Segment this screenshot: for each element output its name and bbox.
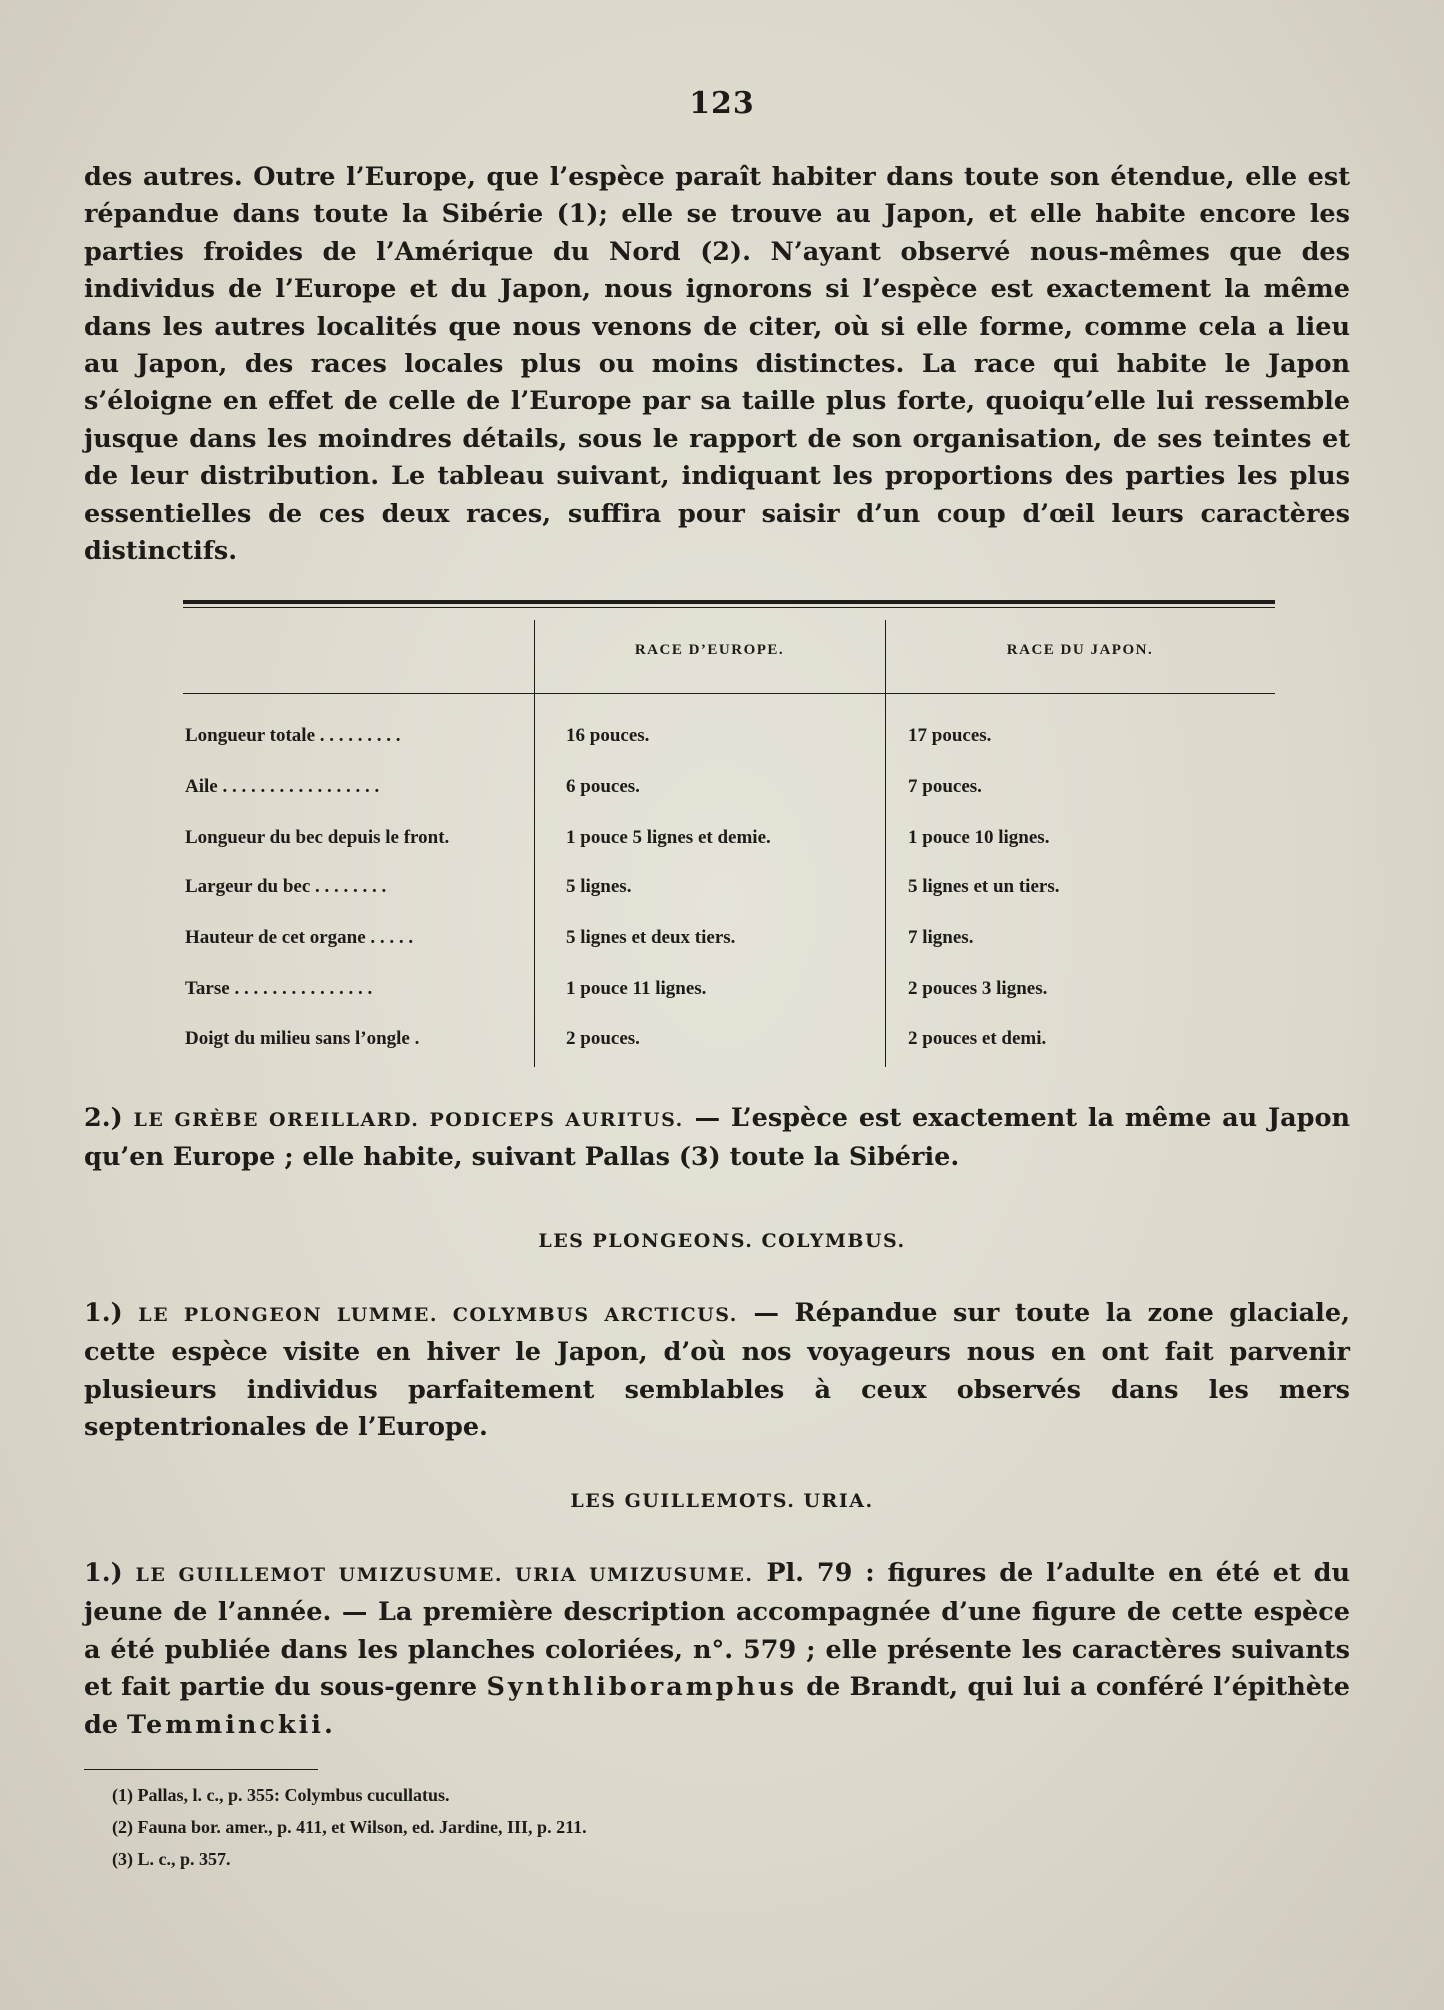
entry-text-continued: de Brandt, qui lui a conféré l’épithète de xyxy=(84,1672,1350,1740)
japon-value: 2 pouces et demi. xyxy=(908,1028,1047,1049)
entry-number: 1.) xyxy=(84,1298,123,1328)
col-header-japon: RACE DU JAPON. xyxy=(1006,642,1154,658)
entry-grebe xyxy=(84,1100,1350,1177)
footnote-rule xyxy=(84,1769,318,1770)
table-top-rule-thin xyxy=(183,607,1275,608)
intro-paragraph-block xyxy=(84,159,1350,570)
table-header-rule xyxy=(183,693,1275,694)
table-top-rule xyxy=(183,600,1275,604)
europe-value: 1 pouce 11 lignes. xyxy=(566,978,707,999)
entry-guillemot xyxy=(84,1555,1350,1744)
entry-number: 2.) xyxy=(84,1103,123,1133)
entry-number: 1.) xyxy=(84,1558,123,1588)
japon-value: 7 pouces. xyxy=(908,776,982,797)
entry-text: — Répandue sur toute la zone glaciale, cette espèce visite en hiver le Japon, d’où nos voyageurs nous en ont fait parvenir plusieurs individus parfaitement semblables à ceux observés dans les mers septentrionales de l’Europe. xyxy=(84,1298,1350,1443)
measurements-table xyxy=(183,600,1275,1067)
europe-value: 1 pouce 5 lignes et demie. xyxy=(566,827,771,848)
epithet-name: Temminckii xyxy=(126,1709,324,1740)
genus-name: Synthliboramphus xyxy=(486,1672,797,1703)
japon-value: 2 pouces 3 lignes. xyxy=(908,978,1048,999)
row-label: Tarse . . . . . . . . . . . . . . . xyxy=(185,978,373,999)
footnote-2: (2) Fauna bor. amer., p. 411, et Wilson, ed. Jardine, III, p. 211. xyxy=(112,1817,587,1837)
species-name: LE PLONGEON LUMME. COLYMBUS ARCTICUS. xyxy=(138,1304,738,1326)
row-label: Doigt du milieu sans l’ongle . xyxy=(185,1028,420,1049)
table-row xyxy=(183,876,1275,916)
entry-plongeon xyxy=(84,1295,1350,1447)
row-label: Aile . . . . . . . . . . . . . . . . . xyxy=(185,776,380,797)
japon-value: 5 lignes et un tiers. xyxy=(908,876,1060,897)
japon-value: 17 pouces. xyxy=(908,725,992,746)
row-label: Hauteur de cet organe . . . . . xyxy=(185,927,414,948)
col-header-europe: RACE D’EUROPE. xyxy=(634,642,785,658)
table-row xyxy=(183,927,1275,967)
intro-paragraph: des autres. Outre l’Europe, que l’espèce paraît habiter dans toute son étendue, elle est répandue dans toute la Sibérie (1); elle se trouve au Japon, et elle habite encore les parties froides de l’Amérique du Nord (2). N’ayant observé nous-mêmes que des individus de l’Europe et du Japon, nous ignorons si l’espèce est exactement la même dans les autres localités que nous venons de citer, où si elle forme, comme cela a lieu au Japon, des races locales plus ou moins distinctes. La race qui habite le Japon s’éloigne en effet de celle de l’Europe par sa taille plus forte, quoiqu’elle lui ressemble jusque dans les moindres détails, sous le rapport de son organisation, de ses teintes et de leur distribution. Le tableau suivant, indiquant les proportions des parties les plus essentielles de ces deux races, suffira pour saisir d’un coup d’œil leurs caractères distinctifs. xyxy=(84,162,1350,567)
species-name: LE GRÈBE OREILLARD. PODICEPS AURITUS. xyxy=(133,1109,684,1131)
entry-text-end: . xyxy=(324,1709,333,1740)
table-row xyxy=(183,827,1275,867)
europe-value: 2 pouces. xyxy=(566,1028,640,1049)
europe-value: 16 pouces. xyxy=(566,725,650,746)
entry-text: — L’espèce est exactement la même au Japon qu’en Europe ; elle habite, suivant Pallas (3) toute la Sibérie. xyxy=(84,1103,1350,1173)
table-row xyxy=(183,978,1275,1018)
entry-text: Pl. 79 : figures de l’adulte en été et du jeune de l’année. — La première description accompagnée d’une figure de cette espèce a été publiée dans les planches coloriées, n°. 579 ; elle présente les caractères suivants et fait partie du sous-genre xyxy=(84,1558,1350,1703)
europe-value: 5 lignes. xyxy=(566,876,632,897)
japon-value: 7 lignes. xyxy=(908,927,974,948)
table-row xyxy=(183,1028,1275,1068)
europe-value: 6 pouces. xyxy=(566,776,640,797)
row-label: Longueur totale . . . . . . . . . xyxy=(185,725,401,746)
section-heading-guillemots: LES GUILLEMOTS. URIA. xyxy=(570,1490,874,1512)
section-heading-plongeons: LES PLONGEONS. COLYMBUS. xyxy=(538,1230,906,1252)
species-name: LE GUILLEMOT UMIZUSUME. URIA UMIZUSUME. xyxy=(135,1564,754,1586)
row-label: Largeur du bec . . . . . . . . xyxy=(185,876,387,897)
footnote-1: (1) Pallas, l. c., p. 355: Colymbus cucullatus. xyxy=(112,1785,450,1805)
table-row xyxy=(183,776,1275,816)
page-number: 123 xyxy=(689,86,755,121)
row-label: Longueur du bec depuis le front. xyxy=(185,827,450,848)
japon-value: 1 pouce 10 lignes. xyxy=(908,827,1050,848)
europe-value: 5 lignes et deux tiers. xyxy=(566,927,736,948)
table-row xyxy=(183,725,1275,765)
footnote-3: (3) L. c., p. 357. xyxy=(112,1849,231,1869)
